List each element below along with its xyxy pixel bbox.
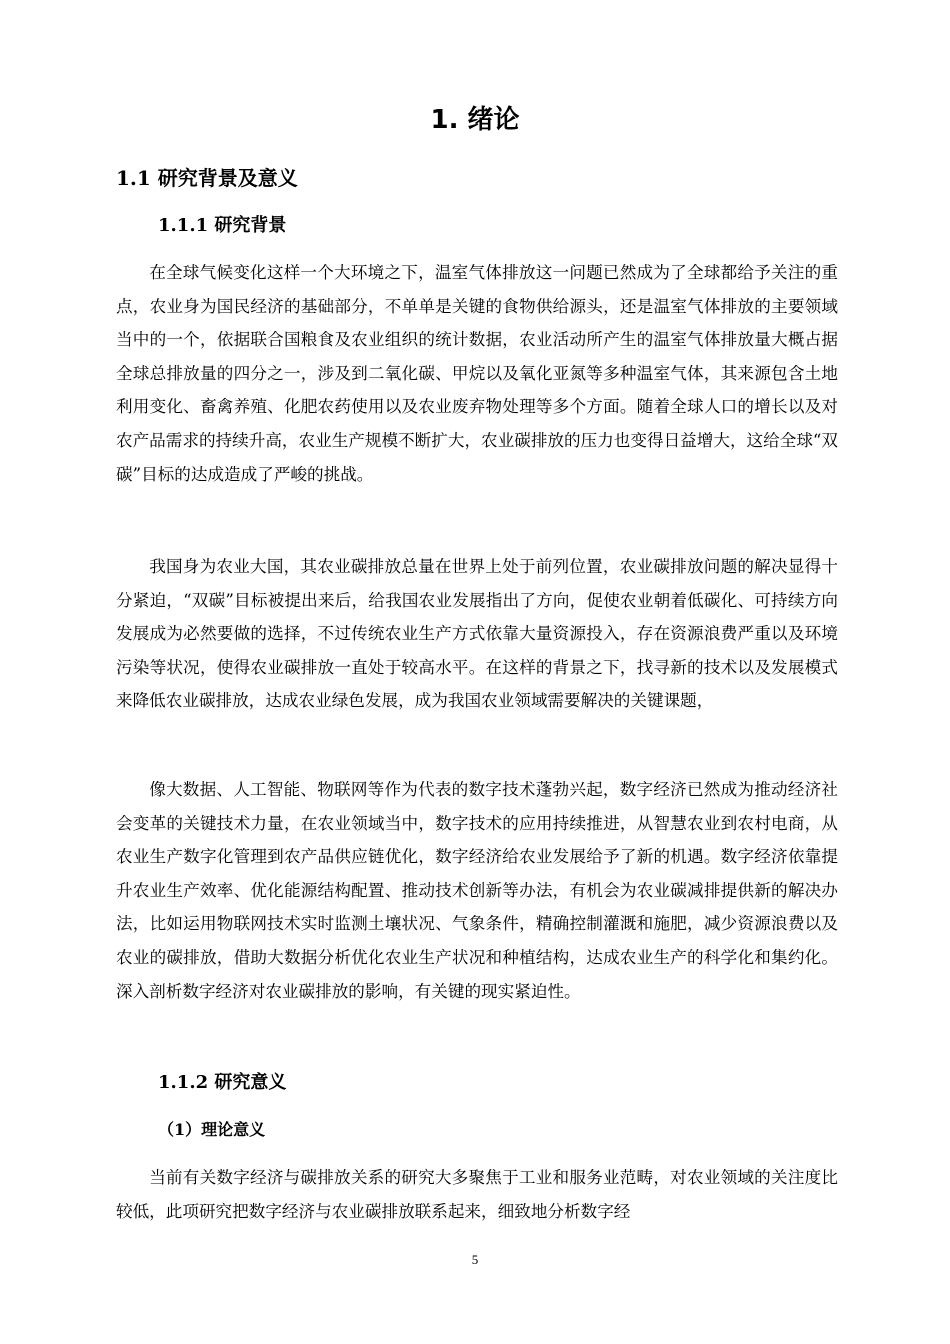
- subheading-theoretical-significance: （1）理论意义: [158, 1120, 266, 1139]
- section-heading-1-1: 1.1 研究背景及意义: [116, 166, 298, 190]
- significance-paragraph-1: 当前有关数字经济与碳排放关系的研究大多聚焦于工业和服务业范畴，对农业领域的关注度比较低，此项研究把数字经济与农业碳排放联系起来，细致地分析数字经: [116, 1168, 838, 1221]
- background-paragraph-3: 像大数据、人工智能、物联网等作为代表的数字技术蓬勃兴起，数字经济已然成为推动经济社会变革的关键技术力量，在农业领域当中，数字技术的应用持续推进，从智慧农业到农村电商，从农业生产数字化管理到农产品供应链优化，数字经济给农业发展给予了新的机遇。数字经济依靠提升农业生产效率、优化能源结构配置、推动技术创新等办法，有机会为农业碳减排提供新的解决办法，比如运用物联网技术实时监测土壤状况、气象条件，精确控制灌溉和施肥，减少资源浪费以及农业的碳排放，借助大数据分析优化农业生产状况和种植结构，达成农业生产的科学化和集约化。深入剖析数字经济对农业碳排放的影响，有关键的现实紧迫性。: [116, 780, 838, 1001]
- page-number: 5: [471, 1252, 479, 1267]
- chapter-title: 1. 绪论: [430, 105, 520, 135]
- section-heading-1-1-2: 1.1.2 研究意义: [158, 1072, 287, 1093]
- background-paragraph-2: 我国身为农业大国，其农业碳排放总量在世界上处于前列位置，农业碳排放问题的解决显得十分紧迫，“双碳”目标被提出来后，给我国农业发展指出了方向，促使农业朝着低碳化、可持续方向发展成为必然要做的选择，不过传统农业生产方式依靠大量资源投入，存在资源浪费严重以及环境污染等状况，使得农业碳排放一直处于较高水平。在这样的背景之下，找寻新的技术以及发展模式来降低农业碳排放，达成农业绿色发展，成为我国农业领域需要解决的关键课题，: [116, 557, 838, 711]
- background-paragraph-1: 在全球气候变化这样一个大环境之下，温室气体排放这一问题已然成为了全球都给予关注的重点，农业身为国民经济的基础部分，不单单是关键的食物供给源头，还是温室气体排放的主要领域当中的一个，依据联合国粮食及农业组织的统计数据，农业活动所产生的温室气体排放量大概占据全球总排放量的四分之一，涉及到二氧化碳、甲烷以及氧化亚氮等多种温室气体，其来源包含土地利用变化、畜禽养殖、化肥农药使用以及农业废弃物处理等多个方面。随着全球人口的增长以及对农产品需求的持续升高，农业生产规模不断扩大，农业碳排放的压力也变得日益增大，这给全球“双碳”目标的达成造成了严峻的挑战。: [116, 263, 839, 484]
- section-heading-1-1-1: 1.1.1 研究背景: [158, 215, 287, 236]
